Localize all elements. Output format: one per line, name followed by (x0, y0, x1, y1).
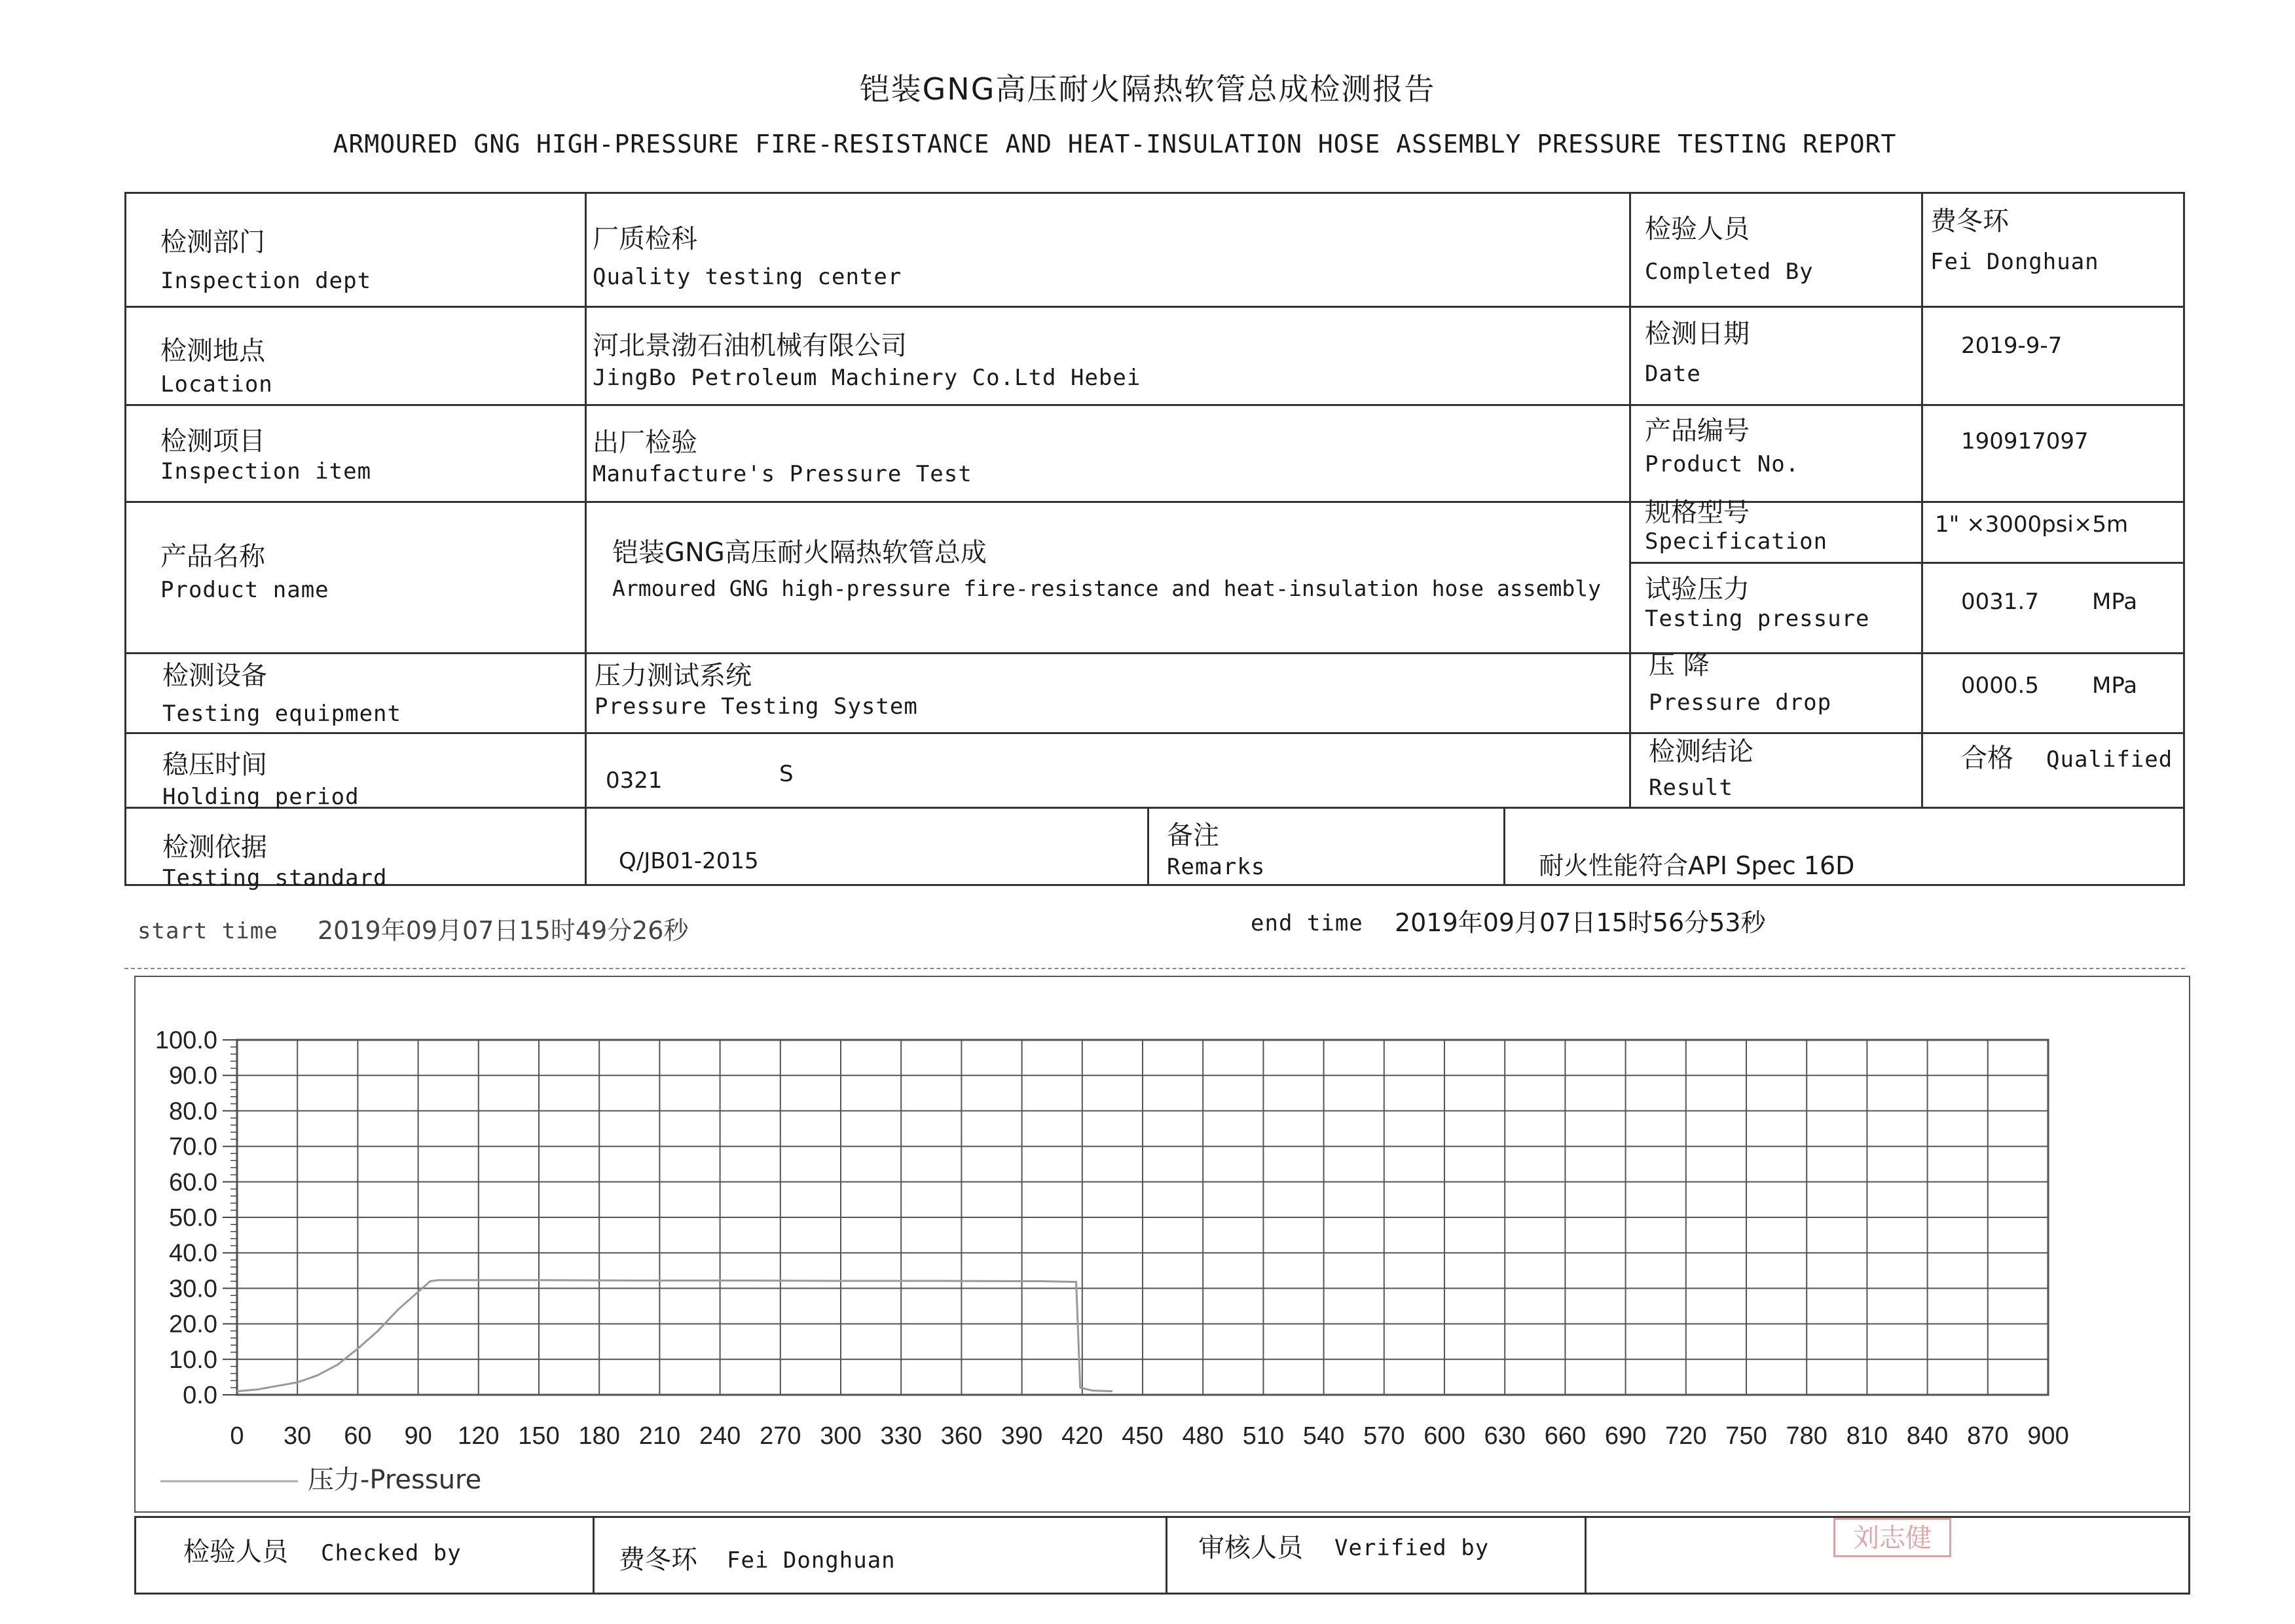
x-tick-label: 570 (1363, 1422, 1405, 1450)
checked-by-label-en: Checked by (321, 1540, 462, 1566)
label-result-cn: 检测结论 (1649, 737, 1753, 767)
verified-by-label-cn: 审核人员 (1198, 1533, 1303, 1563)
x-tick-label: 0 (230, 1422, 244, 1450)
unit-holding-period: S (779, 761, 794, 787)
x-tick-label: 300 (820, 1422, 862, 1450)
label-pressure-drop-cn: 压 降 (1649, 650, 1710, 680)
value-product-name-en: Armoured GNG high-pressure fire-resistance and heat-insulation hose assembly (612, 576, 1601, 601)
footer-col-line (593, 1516, 595, 1595)
x-tick-label: 330 (880, 1422, 922, 1450)
y-tick-label: 100.0 (155, 1027, 217, 1054)
verified-by-label-en: Verified by (1334, 1535, 1490, 1561)
value-inspection-dept-en: Quality testing center (593, 264, 902, 290)
series-line-pressure (237, 1280, 1112, 1392)
value-inspection-item-en: Manufacture's Pressure Test (593, 461, 972, 487)
label-testing-pressure-en: Testing pressure (1645, 606, 1870, 632)
label-holding-period-cn: 稳压时间 (162, 750, 267, 780)
y-tick-label: 10.0 (169, 1346, 217, 1374)
y-tick-label: 30.0 (169, 1275, 217, 1303)
value-remarks: 耐火性能符合API Spec 16D (1539, 851, 1855, 880)
footer-col-line (1585, 1516, 1587, 1595)
label-specification-en: Specification (1645, 528, 1828, 555)
value-inspection-item-cn: 出厂检验 (593, 428, 697, 458)
y-tick-label: 90.0 (169, 1062, 217, 1090)
x-tick-label: 720 (1665, 1422, 1707, 1450)
label-product-no-cn: 产品编号 (1645, 416, 1750, 446)
y-tick-label: 0.0 (183, 1382, 217, 1409)
y-tick-label: 60.0 (169, 1168, 217, 1196)
label-date-en: Date (1645, 361, 1701, 387)
x-tick-label: 750 (1725, 1422, 1767, 1450)
label-location-en: Location (160, 371, 273, 397)
label-testing-equipment-cn: 检测设备 (162, 661, 267, 691)
x-tick-label: 780 (1786, 1422, 1827, 1450)
label-testing-equipment-en: Testing equipment (162, 701, 401, 727)
label-holding-period-en: Holding period (162, 784, 359, 810)
x-tick-label: 420 (1061, 1422, 1103, 1450)
x-tick-label: 120 (458, 1422, 500, 1450)
x-tick-label: 540 (1302, 1422, 1345, 1450)
unit-pressure-drop: MPa (2092, 673, 2138, 699)
x-tick-label: 810 (1846, 1422, 1888, 1450)
value-location-cn: 河北景渤石油机械有限公司 (593, 331, 907, 361)
start-time-value: 2019年09月07日15时49分26秒 (318, 916, 689, 945)
value-inspection-dept-cn: 厂质检科 (593, 224, 697, 254)
checked-by-value-cn: 费冬环 (619, 1545, 697, 1575)
value-holding-period: 0321 (606, 767, 663, 794)
label-testing-pressure-cn: 试验压力 (1645, 574, 1750, 604)
x-axis-ticks (230, 1422, 2068, 1450)
label-product-no-en: Product No. (1645, 451, 1800, 477)
x-tick-label: 450 (1122, 1422, 1164, 1450)
x-tick-label: 360 (940, 1422, 983, 1450)
x-tick-label: 690 (1604, 1422, 1647, 1450)
x-tick-label: 270 (760, 1422, 801, 1450)
x-tick-label: 660 (1544, 1422, 1587, 1450)
unit-testing-pressure: MPa (2092, 589, 2138, 615)
value-pressure-drop: 0000.5 (1961, 673, 2039, 699)
report-title-cn: 铠装GNG高压耐火隔热软管总成检测报告 (859, 71, 1436, 107)
value-completed-by-cn: 费冬环 (1930, 206, 2009, 236)
x-tick-label: 240 (699, 1422, 741, 1450)
label-date-cn: 检测日期 (1645, 319, 1750, 349)
label-inspection-item-en: Inspection item (160, 458, 372, 485)
value-product-name-cn: 铠装GNG高压耐火隔热软管总成 (612, 538, 987, 568)
y-axis-ticks (155, 1027, 237, 1409)
chart-lines (237, 1280, 1112, 1392)
label-location-cn: 检测地点 (160, 336, 265, 366)
start-time-label: start time (138, 918, 278, 944)
label-testing-standard-en: Testing standard (162, 865, 388, 891)
value-result-en: Qualified (2046, 747, 2173, 773)
label-inspection-item-cn: 检测项目 (160, 426, 265, 456)
label-completed-by-en: Completed By (1645, 259, 1814, 285)
label-remarks-cn: 备注 (1167, 821, 1219, 851)
x-tick-label: 390 (1001, 1422, 1043, 1450)
label-testing-standard-cn: 检测依据 (162, 832, 267, 862)
x-tick-label: 90 (404, 1422, 432, 1450)
x-tick-label: 840 (1906, 1422, 1949, 1450)
checked-by-label-cn: 检验人员 (183, 1537, 288, 1567)
label-inspection-dept-en: Inspection dept (160, 268, 372, 294)
legend-label: 压力-Pressure (308, 1465, 482, 1495)
value-completed-by-en: Fei Donghuan (1930, 249, 2099, 275)
end-time-label: end time (1251, 910, 1363, 936)
y-tick-label: 20.0 (169, 1310, 217, 1338)
label-product-name-cn: 产品名称 (160, 542, 265, 572)
label-product-name-en: Product name (160, 577, 329, 603)
end-time-value: 2019年09月07日15时56分53秒 (1395, 908, 1766, 937)
checked-by-value-en: Fei Donghuan (727, 1547, 896, 1574)
value-testing-equipment-en: Pressure Testing System (595, 693, 918, 720)
value-location-en: JingBo Petroleum Machinery Co.Ltd Hebei (593, 365, 1141, 391)
label-completed-by-cn: 检验人员 (1645, 214, 1750, 244)
label-result-en: Result (1649, 775, 1733, 801)
chart-grid (237, 1040, 2048, 1395)
x-tick-label: 60 (344, 1422, 372, 1450)
label-inspection-dept-cn: 检测部门 (160, 227, 265, 257)
x-tick-label: 870 (1967, 1422, 2009, 1450)
value-product-no: 190917097 (1961, 428, 2089, 454)
x-tick-label: 600 (1423, 1422, 1465, 1450)
x-tick-label: 480 (1182, 1422, 1224, 1450)
verifier-seal-stamp: 刘志健 (1833, 1518, 1951, 1557)
value-testing-equipment-cn: 压力测试系统 (595, 661, 752, 691)
value-result-cn: 合格 (1961, 743, 2013, 773)
value-specification: 1" ×3000psi×5m (1935, 511, 2129, 538)
label-remarks-en: Remarks (1167, 854, 1266, 880)
value-testing-pressure: 0031.7 (1961, 589, 2039, 615)
y-tick-label: 70.0 (169, 1133, 217, 1161)
y-tick-label: 80.0 (169, 1098, 217, 1126)
y-tick-label: 40.0 (169, 1240, 217, 1268)
label-pressure-drop-en: Pressure drop (1649, 690, 1832, 716)
x-tick-label: 180 (578, 1422, 620, 1450)
y-tick-label: 50.0 (169, 1204, 217, 1232)
label-specification-cn: 规格型号 (1645, 498, 1750, 528)
x-tick-label: 210 (638, 1422, 681, 1450)
value-testing-standard: Q/JB01-2015 (619, 848, 759, 874)
x-tick-label: 150 (518, 1422, 560, 1450)
x-tick-label: 900 (2027, 1422, 2069, 1450)
x-tick-label: 510 (1242, 1422, 1285, 1450)
report-title-en: ARMOURED GNG HIGH-PRESSURE FIRE-RESISTANCE AND HEAT-INSULATION HOSE ASSEMBLY PRESSURE TESTING REPORT (333, 130, 1897, 158)
x-tick-label: 630 (1484, 1422, 1526, 1450)
footer-col-line (1166, 1516, 1167, 1595)
x-tick-label: 30 (284, 1422, 312, 1450)
value-date: 2019-9-7 (1961, 333, 2063, 359)
